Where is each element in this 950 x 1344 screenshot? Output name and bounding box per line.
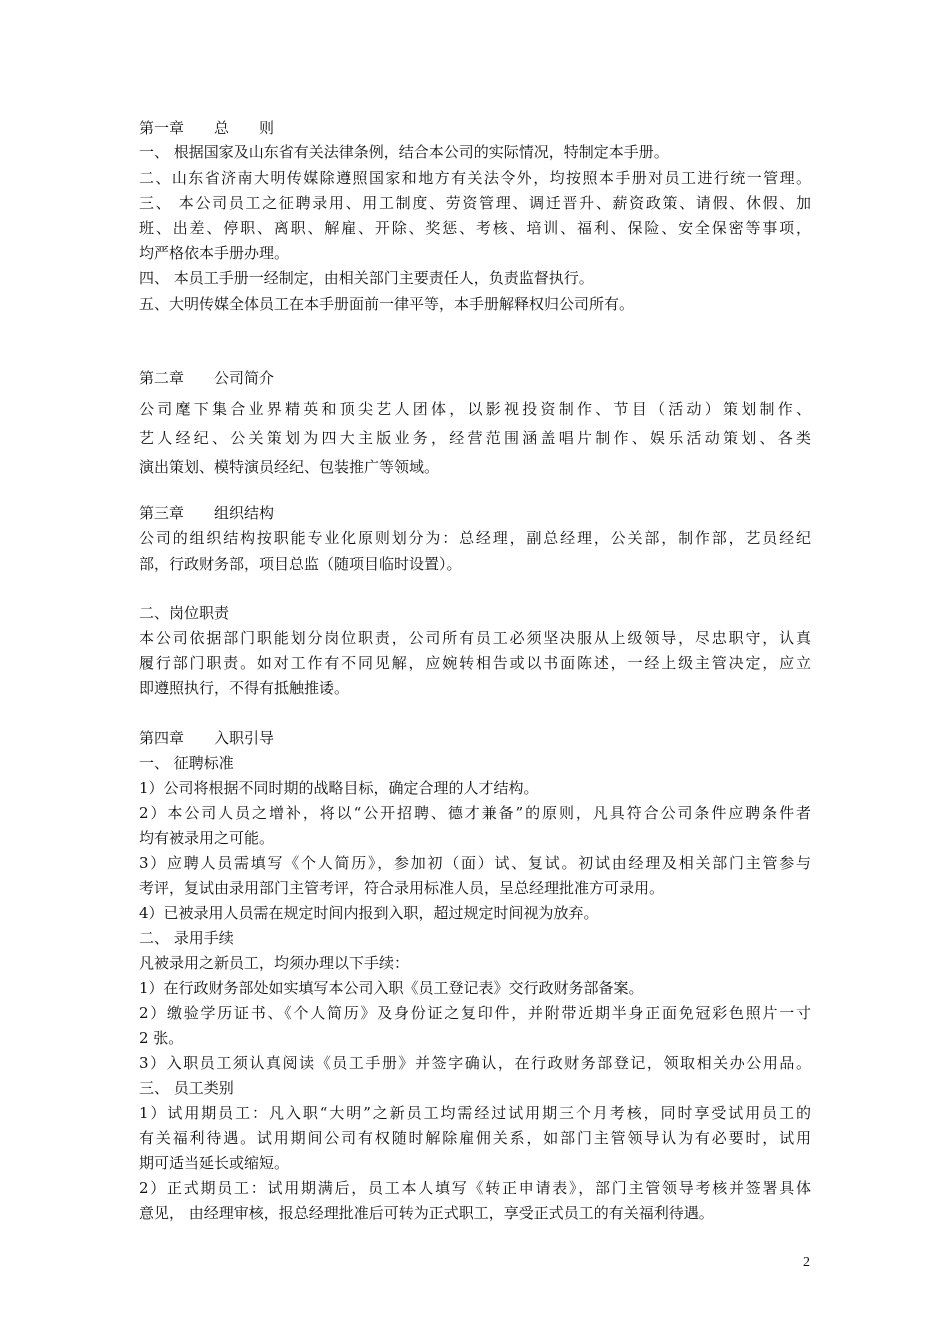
chapter-1-label: 第一章	[139, 119, 185, 137]
page-number: 2	[803, 1255, 810, 1270]
list-item-continued: 期可适当延长或缩短。	[139, 1154, 290, 1172]
paragraph-line: 演出策划、模特演员经纪、包装推广等领域。	[139, 458, 440, 476]
chapter-1-title-part2: 则	[259, 119, 275, 137]
chapter-3-label: 第三章	[139, 504, 185, 522]
chapter-3-heading: 组织结构	[214, 504, 275, 522]
chapter-1-title-part1: 总	[214, 119, 230, 137]
paragraph-line: 三、 本公司员工之征聘录用、用工制度、劳资管理、调迁晋升、薪资政策、请假、休假、加	[139, 194, 811, 212]
paragraph-line: 班、出差、停职、离职、解雇、开除、奖惩、考核、培训、福利、保险、安全保密等事项，	[139, 219, 811, 237]
list-item: 2）缴验学历证书、《个人简历》及身份证之复印件，并附带近期半身正面免冠彩色照片一寸	[139, 1004, 811, 1022]
chapter-4-heading: 入职引导	[214, 729, 275, 747]
paragraph-line: 均严格依本手册办理。	[139, 244, 290, 262]
list-item-continued: 意见， 由经理审核，报总经理批准后可转为正式职工，享受正式员工的有关福利待遇。	[139, 1204, 714, 1222]
list-item-continued: 2 张。	[139, 1029, 184, 1047]
chapter-2-title	[139, 368, 274, 388]
paragraph-line: 四、 本员工手册一经制定，由相关部门主要责任人，负责监督执行。	[139, 269, 594, 287]
section-title: 三、 员工类别	[139, 1079, 234, 1097]
section-title: 二、 录用手续	[139, 929, 234, 947]
paragraph-line: 艺人经纪、公关策划为四大主版业务，经营范围涵盖唱片制作、娱乐活动策划、各类	[139, 429, 811, 447]
paragraph-line: 履行部门职责。如对工作有不同见解，应婉转相告或以书面陈述，一经上级主管决定，应立	[139, 654, 811, 672]
paragraph-line: 本公司依据部门职能划分岗位职责，公司所有员工必须坚决服从上级领导，尽忠职守，认真	[139, 629, 811, 647]
paragraph-line: 凡被录用之新员工，均须办理以下手续：	[139, 954, 410, 972]
list-item: 3）入职员工须认真阅读《员工手册》并签字确认，在行政财务部登记，领取相关办公用品。	[139, 1054, 811, 1072]
list-item: 2）正式期员工：试用期满后，员工本人填写《转正申请表》，部门主管领导考核并签署具体	[139, 1179, 811, 1197]
chapter-4-title	[139, 728, 274, 748]
chapter-2-label: 第二章	[139, 369, 185, 387]
chapter-3-title	[139, 503, 274, 523]
paragraph-line: 五、大明传媒全体员工在本手册面前一律平等，本手册解释权归公司所有。	[139, 295, 635, 313]
list-item-continued: 均有被录用之可能。	[139, 829, 275, 847]
paragraph-line: 一、 根据国家及山东省有关法律条例，结合本公司的实际情况，特制定本手册。	[139, 143, 669, 161]
paragraph-line: 二、山东省济南大明传媒除遵照国家和地方有关法令外，均按照本手册对员工进行统一管理。	[139, 169, 811, 187]
list-item: 2）本公司人员之增补，将以“公开招聘、德才兼备”的原则，凡具符合公司条件应聘条件者	[139, 804, 811, 822]
chapter-2-heading: 公司简介	[214, 369, 275, 387]
list-item: 1）在行政财务部处如实填写本公司入职《员工登记表》交行政财务部备案。	[139, 979, 644, 997]
paragraph-line: 公司的组织结构按职能专业化原则划分为：总经理，副总经理，公关部，制作部，艺员经纪	[139, 529, 811, 547]
chapter-4-label: 第四章	[139, 729, 185, 747]
paragraph-line: 部，行政财务部，项目总监（随项目临时设置）。	[139, 555, 462, 573]
list-item: 3）应聘人员需填写《个人简历》，参加初（面）试、复试。初试由经理及相关部门主管参与	[139, 854, 811, 872]
section-title: 一、 征聘标准	[139, 754, 234, 772]
list-item: 4）已被录用人员需在规定时间内报到入职，超过规定时间视为放弃。	[139, 904, 599, 922]
list-item-continued: 考评，复试由录用部门主管考评，符合录用标准人员，呈总经理批准方可录用。	[139, 879, 665, 897]
section-title: 二、岗位职责	[139, 604, 230, 622]
list-item: 1）试用期员工：凡入职“大明”之新员工均需经过试用期三个月考核，同时享受试用员工的	[139, 1104, 811, 1122]
paragraph-line: 即遵照执行，不得有抵触推诿。	[139, 679, 350, 697]
chapter-1-title	[139, 118, 274, 138]
list-item: 1）公司将根据不同时期的战略目标，确定合理的人才结构。	[139, 779, 539, 797]
list-item-continued: 有关福利待遇。试用期间公司有权随时解除雇佣关系，如部门主管领导认为有必要时，试用	[139, 1129, 811, 1147]
paragraph-line: 公司麾下集合业界精英和顶尖艺人团体，以影视投资制作、节目（活动）策划制作、	[139, 400, 811, 418]
